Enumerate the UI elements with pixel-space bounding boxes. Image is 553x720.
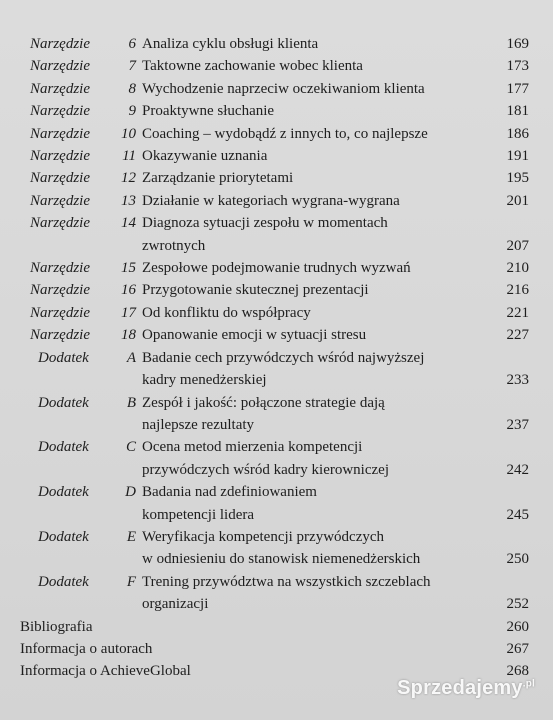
entry-type: Narzędzie bbox=[30, 282, 90, 299]
entry-page-number: 207 bbox=[506, 237, 529, 254]
entry-number: 11 bbox=[122, 148, 136, 165]
toc-entry-plain bbox=[0, 638, 553, 660]
entry-page-number: 216 bbox=[506, 282, 529, 299]
entry-type: Narzędzie bbox=[30, 80, 90, 97]
entry-number: D bbox=[125, 484, 136, 501]
entry-number: E bbox=[126, 528, 136, 545]
entry-title: Weryfikacja kompetencji przywódczych w odniesieniu do stanowisk niemenedżerskich bbox=[142, 528, 421, 568]
entry-type: Narzędzie bbox=[30, 170, 90, 187]
entry-title: Badania nad zdefiniowaniem kompetencji lidera bbox=[142, 484, 317, 523]
entry-type: Dodatek bbox=[38, 439, 89, 456]
entry-title: Informacja o AchieveGlobal bbox=[20, 663, 191, 680]
watermark-tld: .pl bbox=[522, 678, 535, 690]
sprzedajemy-watermark bbox=[397, 677, 535, 700]
toc-entry bbox=[0, 526, 553, 571]
entry-page-number: 191 bbox=[506, 148, 529, 165]
entry-page-number: 195 bbox=[506, 170, 529, 187]
entry-type: Narzędzie bbox=[30, 148, 90, 165]
entry-type: Narzędzie bbox=[30, 58, 90, 75]
entry-type: Narzędzie bbox=[30, 36, 90, 52]
entry-number: 14 bbox=[121, 215, 136, 232]
entry-page-number: 181 bbox=[506, 103, 529, 120]
entry-title: Bibliografia bbox=[20, 618, 93, 635]
table-of-contents bbox=[0, 33, 553, 683]
entry-title: Proaktywne słuchanie bbox=[142, 103, 275, 120]
entry-title: Działanie w kategoriach wygrana-wygrana bbox=[142, 192, 400, 209]
entry-number: 10 bbox=[121, 125, 136, 142]
entry-title: Okazywanie uznania bbox=[142, 148, 268, 165]
entry-number: 7 bbox=[128, 58, 136, 75]
entry-type: Narzędzie bbox=[30, 103, 90, 120]
entry-title: Coaching – wydobądź z innych to, co najlepsze bbox=[142, 125, 428, 142]
toc-entry bbox=[0, 145, 553, 167]
entry-type: Dodatek bbox=[38, 528, 89, 545]
entry-page-number: 221 bbox=[506, 304, 529, 321]
entry-type: Narzędzie bbox=[30, 215, 90, 232]
toc-entry bbox=[0, 324, 553, 346]
entry-number: 12 bbox=[121, 170, 136, 187]
toc-entry bbox=[0, 302, 553, 324]
entry-title: Ocena metod mierzenia kompetencji przywódczych wśród kadry kierowniczej bbox=[142, 439, 389, 478]
entry-page-number: 252 bbox=[506, 596, 529, 613]
toc-entry bbox=[0, 212, 553, 257]
entry-title: Zespół i jakość: połączone strategie dają najlepsze rezultaty bbox=[142, 394, 385, 433]
entry-number: 18 bbox=[121, 327, 136, 344]
entry-page-number: 227 bbox=[506, 327, 529, 344]
entry-type: Dodatek bbox=[38, 484, 89, 501]
entry-type: Narzędzie bbox=[30, 327, 90, 344]
entry-page-number: 201 bbox=[506, 192, 529, 209]
toc-entry bbox=[0, 481, 553, 526]
entry-number: F bbox=[126, 573, 136, 590]
entry-type: Narzędzie bbox=[30, 260, 90, 277]
entry-title: Informacja o autorach bbox=[20, 640, 153, 657]
toc-entry bbox=[0, 279, 553, 301]
entry-number: 9 bbox=[128, 103, 136, 120]
entry-title: Zarządzanie priorytetami bbox=[142, 170, 294, 187]
entry-title: Trening przywództwa na wszystkich szczeblach organizacji bbox=[142, 573, 431, 613]
entry-title: Przygotowanie skutecznej prezentacji bbox=[142, 282, 369, 299]
toc-entry bbox=[0, 78, 553, 100]
toc-entry bbox=[0, 392, 553, 437]
entry-page-number: 186 bbox=[506, 125, 529, 142]
toc-entry bbox=[0, 190, 553, 212]
entry-number: 16 bbox=[121, 282, 136, 299]
entry-number: 8 bbox=[128, 80, 136, 97]
toc-entry bbox=[0, 167, 553, 189]
entry-number: 6 bbox=[128, 36, 136, 52]
entry-title: Taktowne zachowanie wobec klienta bbox=[142, 58, 363, 75]
toc-entry bbox=[0, 123, 553, 145]
entry-page-number: 173 bbox=[506, 58, 529, 75]
toc-entry bbox=[0, 55, 553, 77]
entry-page-number: 169 bbox=[506, 36, 529, 52]
entry-page-number: 210 bbox=[506, 260, 529, 277]
entry-type: Narzędzie bbox=[30, 125, 90, 142]
entry-number: 17 bbox=[121, 304, 136, 321]
entry-number: C bbox=[125, 439, 136, 456]
toc-entry bbox=[0, 436, 553, 481]
entry-page-number: 237 bbox=[506, 416, 529, 433]
entry-page-number: 177 bbox=[506, 80, 529, 97]
entry-title: Wychodzenie naprzeciw oczekiwaniom klienta bbox=[142, 80, 425, 97]
watermark-brand: Sprzedajemy bbox=[397, 677, 523, 699]
toc-entry bbox=[0, 571, 553, 616]
entry-type: Dodatek bbox=[38, 573, 89, 590]
entry-title: Od konfliktu do współpracy bbox=[142, 304, 311, 321]
entry-page-number: 245 bbox=[506, 506, 529, 523]
entry-page-number: 260 bbox=[506, 618, 529, 635]
entry-page-number: 250 bbox=[506, 551, 529, 568]
entry-title: Badanie cech przywódczych wśród najwyższej kadry menedżerskiej bbox=[142, 349, 425, 389]
entry-page-number: 268 bbox=[506, 663, 529, 680]
entry-number: 13 bbox=[121, 192, 136, 209]
entry-title: Diagnoza sytuacji zespołu w momentach zwrotnych bbox=[142, 215, 388, 254]
toc-entry bbox=[0, 257, 553, 279]
toc-entry-plain bbox=[0, 616, 553, 638]
entry-page-number: 233 bbox=[506, 372, 529, 389]
toc-entry bbox=[0, 100, 553, 122]
entry-number: A bbox=[126, 349, 136, 366]
entry-number: 15 bbox=[121, 260, 136, 277]
entry-type: Narzędzie bbox=[30, 304, 90, 321]
entry-number: B bbox=[126, 394, 136, 411]
entry-page-number: 242 bbox=[506, 461, 529, 478]
entry-title: Opanowanie emocji w sytuacji stresu bbox=[142, 327, 367, 344]
toc-entry bbox=[0, 347, 553, 392]
entry-title: Analiza cyklu obsługi klienta bbox=[142, 36, 319, 52]
entry-type: Dodatek bbox=[38, 394, 89, 411]
entry-title: Zespołowe podejmowanie trudnych wyzwań bbox=[142, 260, 411, 277]
entry-type: Dodatek bbox=[38, 349, 89, 366]
entry-type: Narzędzie bbox=[30, 192, 90, 209]
toc-entry bbox=[0, 33, 553, 55]
entry-page-number: 267 bbox=[506, 640, 529, 657]
